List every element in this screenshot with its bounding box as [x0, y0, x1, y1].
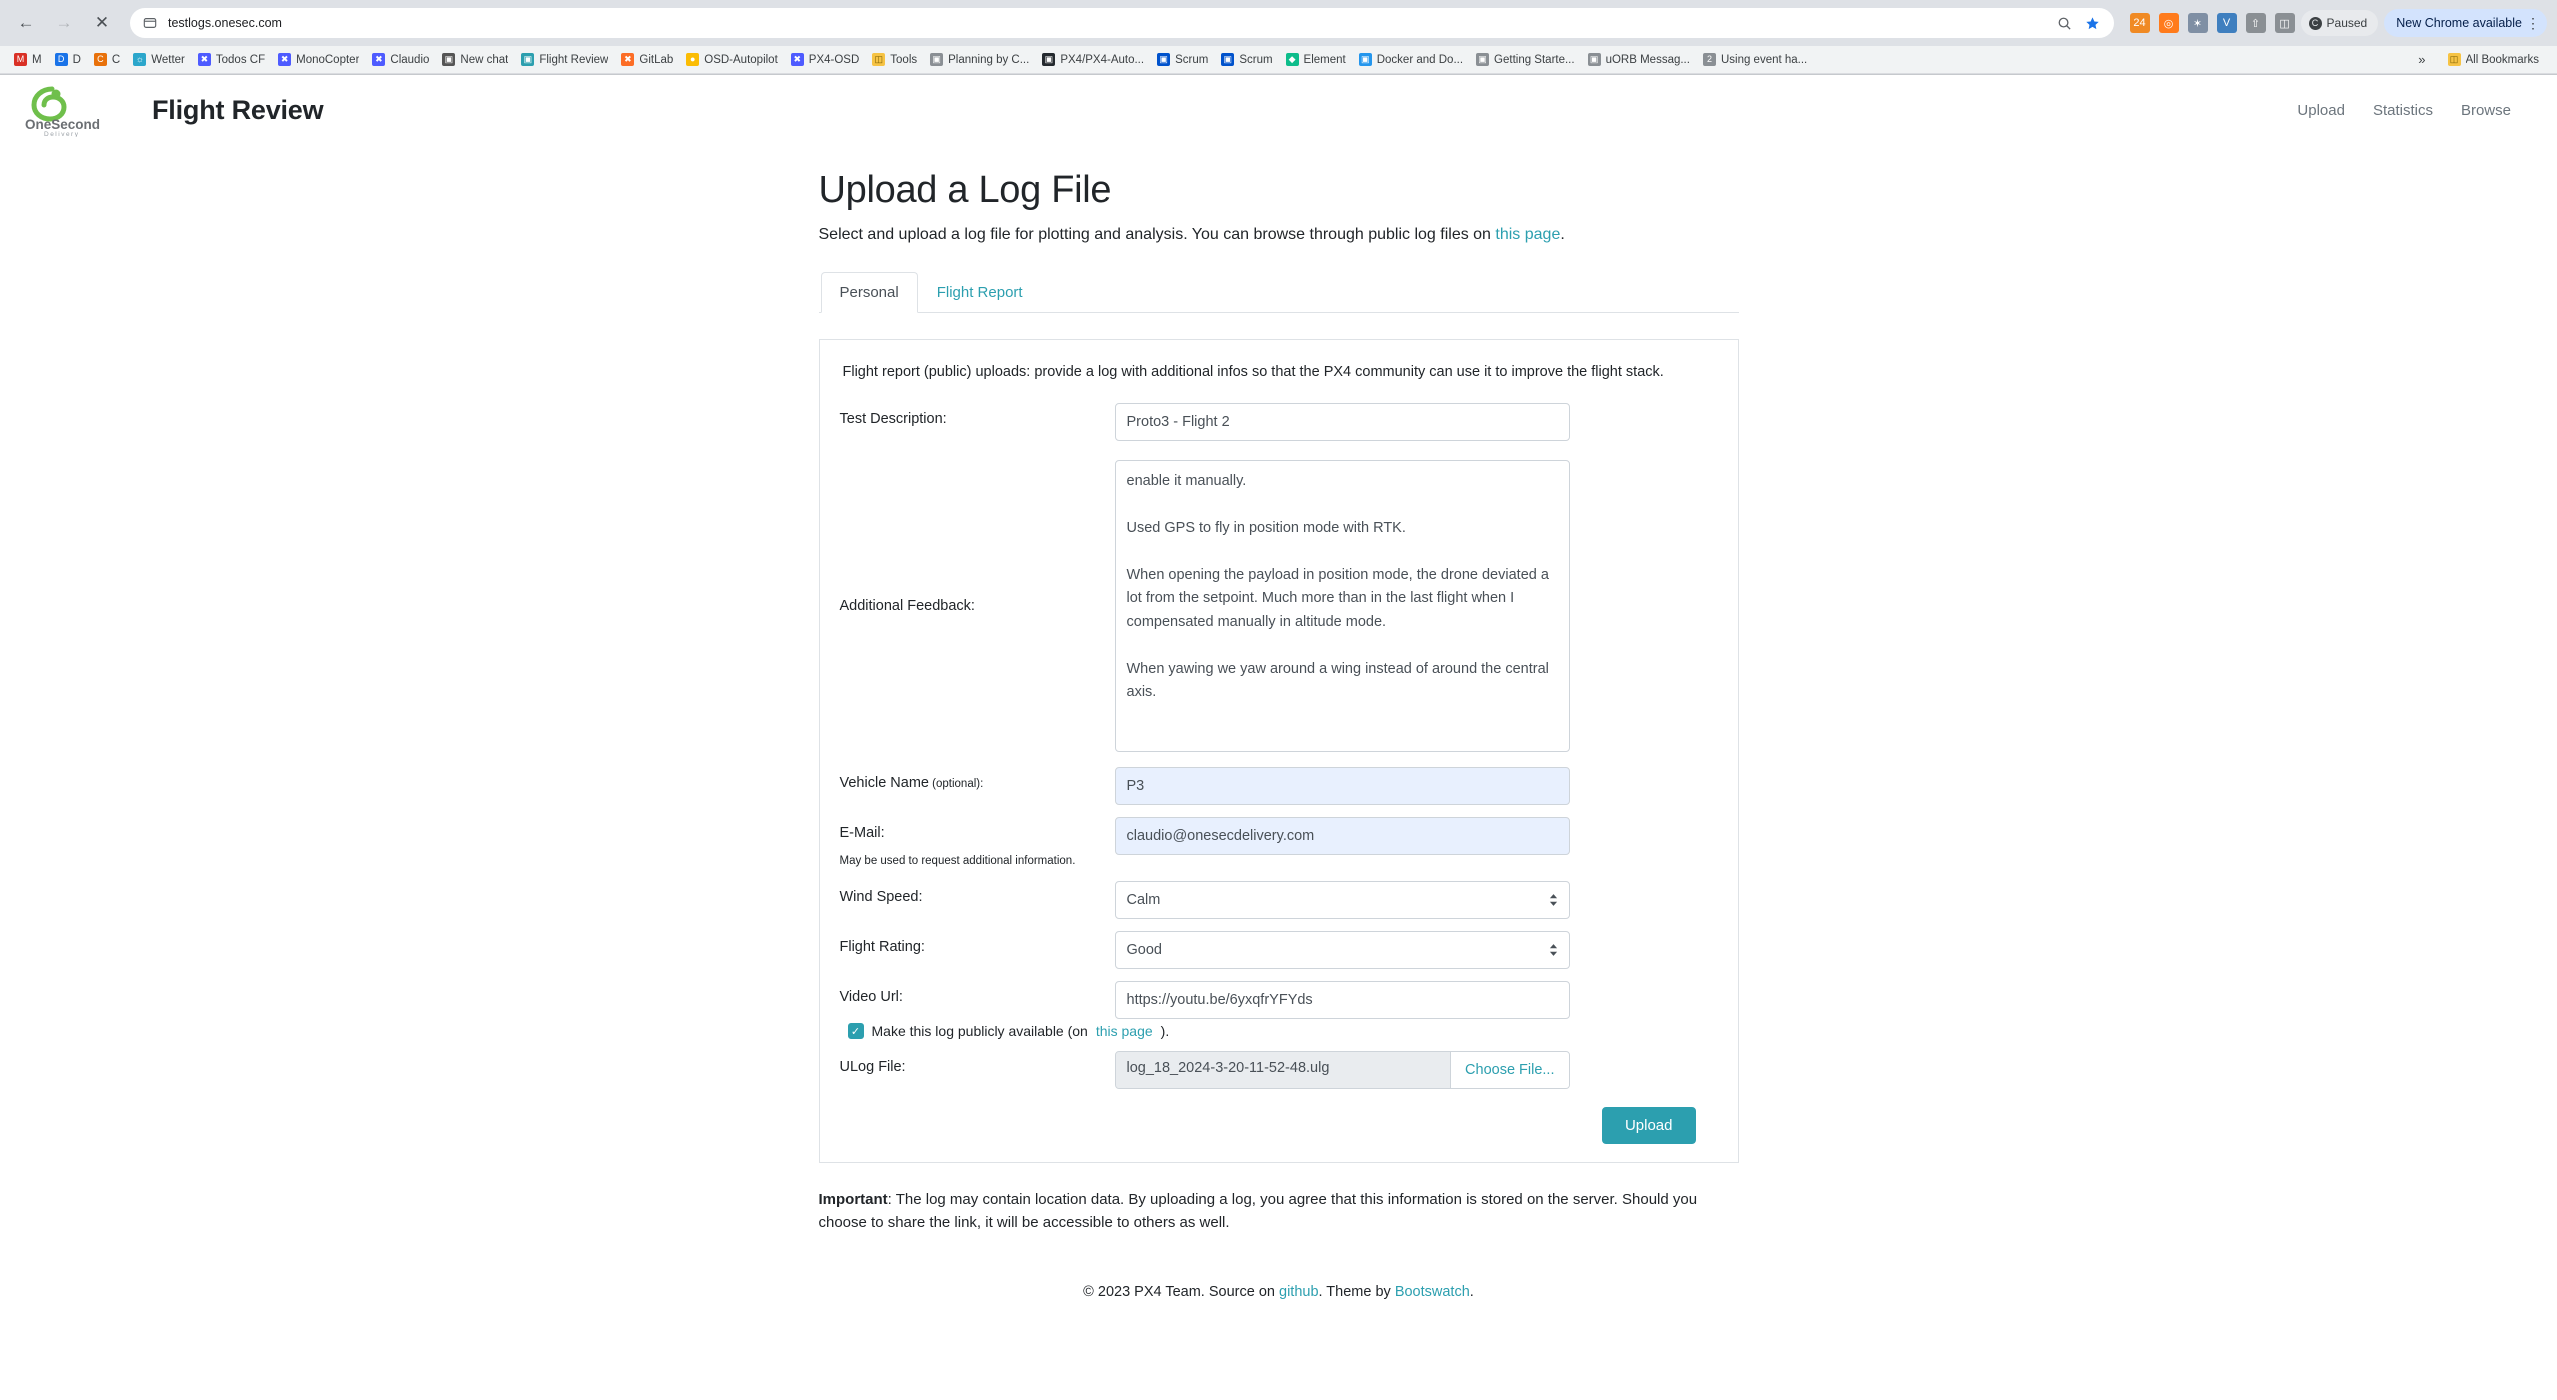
bookmark-item[interactable] [1470, 51, 1581, 68]
bookmark-label: Using event ha... [1720, 53, 1808, 66]
bookmark-favicon: ◆ [1286, 53, 1299, 66]
bookmark-label: Claudio [390, 53, 430, 66]
bookmark-label: Scrum [1239, 53, 1273, 66]
paused-status-badge[interactable] [2301, 10, 2379, 36]
bookmark-item[interactable] [49, 51, 87, 68]
email-input[interactable] [1115, 817, 1570, 855]
bookmark-favicon: 2 [1703, 53, 1716, 66]
bookmark-item[interactable] [785, 51, 866, 68]
bookmark-favicon: ▣ [930, 53, 943, 66]
bookmark-favicon: ▣ [442, 53, 455, 66]
flight-rating-select[interactable] [1115, 931, 1570, 969]
bookmark-label: Element [1303, 53, 1346, 66]
bookmark-favicon: ▣ [521, 53, 534, 66]
bookmark-label: GitLab [639, 53, 674, 66]
label-wind-speed: Wind Speed: [839, 889, 923, 906]
rss-icon[interactable]: ◎ [2159, 13, 2179, 33]
field-row-video [840, 981, 1718, 1019]
upload-button[interactable]: Upload [1602, 1107, 1696, 1144]
update-kebab-icon[interactable]: ⋮ [2526, 14, 2539, 31]
ulog-file-name: log_18_2024-3-20-11-52-48.ulg [1116, 1052, 1451, 1088]
bookmark-label: C [111, 53, 121, 66]
page-lead [819, 226, 1739, 244]
field-row-ulog [840, 1051, 1718, 1089]
forward-arrow-icon[interactable]: → [55, 13, 73, 32]
field-row-wind [840, 881, 1718, 919]
bookmark-favicon: ● [686, 53, 699, 66]
footer-github-link[interactable]: github [1279, 1284, 1319, 1301]
upload-form-panel [819, 339, 1739, 1163]
folder-icon: ◫ [2448, 53, 2461, 66]
svg-text:Delivery: Delivery [44, 130, 80, 137]
bookmark-item[interactable] [8, 51, 48, 68]
wind-speed-select[interactable] [1115, 881, 1570, 919]
bookmark-favicon: ▣ [1476, 53, 1489, 66]
folder-icon: ◫ [872, 53, 885, 66]
field-row-rating [840, 931, 1718, 969]
update-chrome-label: New Chrome available [2396, 16, 2522, 30]
all-bookmarks-label: All Bookmarks [2465, 53, 2539, 66]
email-helper-text: May be used to request additional information. [839, 855, 1076, 868]
bookmark-item[interactable] [272, 51, 365, 68]
onesecond-logo[interactable] [22, 84, 134, 138]
bookmark-item[interactable] [615, 51, 679, 68]
bookmark-favicon: ✖ [621, 53, 634, 66]
field-row-vehicle [840, 767, 1718, 805]
panel-note: Flight report (public) uploads: provide a log with additional infos so that the PX4 community can use it to improve the flight stack. [842, 364, 1664, 380]
back-arrow-icon[interactable]: ← [17, 13, 35, 32]
bookmark-item[interactable] [1582, 51, 1696, 68]
field-row-email [840, 817, 1718, 855]
side-panel-icon[interactable]: ◫ [2275, 13, 2295, 33]
url-text: testlogs.onesec.com [168, 16, 282, 30]
label-ulog-file: ULog File: [839, 1059, 906, 1076]
bookmark-label: PX4/PX4-Auto... [1060, 53, 1145, 66]
extension-icons [2126, 13, 2295, 33]
flight-rating-select-wrap [1115, 931, 1570, 969]
bookmark-label: M [32, 53, 42, 66]
bookmark-label: OSD-Autopilot [704, 53, 778, 66]
bookmarks-overflow-icon[interactable]: » [2418, 52, 2426, 67]
nav-link-statistics[interactable]: Statistics [2372, 102, 2433, 119]
submit-row [840, 1107, 1718, 1144]
page-footer [819, 1284, 1739, 1300]
public-log-checkbox[interactable]: ✓ [848, 1023, 864, 1039]
bookmark-favicon: ▣ [1042, 53, 1055, 66]
bookmark-item[interactable] [1697, 51, 1813, 68]
footer-copyright: © 2023 PX4 Team. Source on [1083, 1284, 1279, 1301]
bookmark-item[interactable] [924, 51, 1035, 68]
choose-file-button[interactable]: Choose File... [1450, 1052, 1568, 1088]
app-title: Flight Review [152, 95, 324, 125]
footer-bootswatch-link[interactable]: Bootswatch [1394, 1284, 1470, 1301]
bookmark-item[interactable] [127, 51, 191, 68]
important-text: : The log may contain location data. By uploading a log, you agree that this information is stored on the server. Should you choose to share the link, it will be accessible to others as well. [818, 1191, 1698, 1231]
bookmark-item[interactable] [192, 51, 271, 68]
wind-speed-select-wrap [1115, 881, 1570, 919]
important-note [819, 1189, 1739, 1234]
share-icon[interactable]: ⇧ [2246, 13, 2266, 33]
ulog-file-picker[interactable] [1115, 1051, 1570, 1089]
bookmark-label: Todos CF [215, 53, 266, 66]
extension-badge-icon[interactable]: 24 [2130, 13, 2150, 33]
public-this-page-link[interactable]: this page [1095, 1023, 1153, 1040]
label-flight-rating: Flight Rating: [839, 939, 925, 956]
bookmark-star-icon[interactable] [2084, 14, 2102, 32]
main-container [819, 147, 1739, 1300]
bookmark-item[interactable] [1353, 51, 1469, 68]
bookmark-label: Wetter [151, 53, 185, 66]
label-vehicle-name [840, 767, 1115, 791]
bookmark-favicon: C [94, 53, 107, 66]
field-row-description [840, 403, 1718, 441]
bookmark-favicon: ▣ [1157, 53, 1170, 66]
bookmark-label: D [72, 53, 81, 66]
public-check-text-after: ). [1160, 1023, 1170, 1040]
bookmark-item[interactable] [1280, 51, 1352, 68]
bookmark-favicon: ✖ [791, 53, 804, 66]
site-info-icon[interactable] [142, 15, 158, 31]
label-email: E-Mail: [839, 825, 885, 842]
bookmark-favicon: ✖ [372, 53, 385, 66]
stop-loading-icon[interactable]: ✕ [94, 13, 110, 32]
all-bookmarks-button[interactable] [2442, 51, 2546, 68]
public-check-text-before: Make this log publicly available (on [871, 1023, 1088, 1040]
video-url-input[interactable] [1115, 981, 1570, 1019]
puzzle-icon[interactable]: ✶ [2188, 13, 2208, 33]
profile-avatar: C [2309, 17, 2322, 30]
bookmarks-bar [0, 46, 2557, 74]
bookmark-label: Docker and Do... [1376, 53, 1464, 66]
bookmark-item[interactable] [680, 51, 784, 68]
field-row-feedback [840, 453, 1718, 759]
bookmark-item[interactable] [88, 51, 126, 68]
browser-chrome [0, 0, 2557, 75]
bookmark-favicon: ▣ [1359, 53, 1372, 66]
vuetify-icon[interactable]: V [2217, 13, 2237, 33]
lead-this-page-link[interactable]: this page [1495, 226, 1561, 243]
bookmark-favicon: ✖ [278, 53, 291, 66]
bookmark-folder-tools[interactable] [866, 51, 923, 68]
additional-feedback-textarea[interactable] [1115, 460, 1570, 752]
bookmark-favicon: ✖ [198, 53, 211, 66]
bookmarks-overflow-area [2412, 51, 2549, 68]
bookmark-item[interactable] [436, 51, 514, 68]
bookmark-label: uORB Messag... [1605, 53, 1690, 66]
tab-personal[interactable]: Personal [821, 272, 918, 313]
bookmark-item[interactable] [1036, 51, 1150, 68]
label-vehicle-optional: (optional): [928, 778, 984, 791]
bookmark-label: MonoCopter [296, 53, 360, 66]
bookmark-label: Scrum [1175, 53, 1209, 66]
vehicle-name-input[interactable] [1115, 767, 1570, 805]
bookmark-label: PX4-OSD [808, 53, 860, 66]
bookmark-favicon: ☼ [133, 53, 146, 66]
site-nav-links [2297, 102, 2535, 119]
search-icon[interactable] [2056, 14, 2074, 32]
label-additional-feedback: Additional Feedback: [839, 598, 975, 615]
nav-link-upload[interactable]: Upload [2297, 102, 2345, 119]
bookmark-favicon: ▣ [1588, 53, 1601, 66]
address-bar[interactable] [130, 8, 2114, 38]
public-availability-row [848, 1023, 1718, 1039]
bookmark-favicon: ▣ [1221, 53, 1234, 66]
footer-end: . [1469, 1284, 1474, 1301]
page-title: Upload a Log File [818, 169, 1112, 211]
bookmark-favicon: D [55, 53, 68, 66]
test-description-input[interactable] [1115, 403, 1570, 441]
bookmark-label: Flight Review [539, 53, 609, 66]
bookmark-label: Planning by C... [948, 53, 1030, 66]
nav-link-browse[interactable]: Browse [2460, 102, 2511, 119]
bookmark-label: New chat [460, 53, 509, 66]
bookmark-favicon: M [14, 53, 27, 66]
label-vehicle-name-text: Vehicle Name [839, 775, 929, 792]
bookmark-label: Getting Starte... [1494, 53, 1575, 66]
bookmark-item[interactable] [1151, 51, 1214, 68]
tab-flight-report[interactable]: Flight Report [936, 284, 1023, 301]
browser-toolbar [0, 0, 2557, 46]
update-chrome-button[interactable] [2384, 9, 2547, 37]
lead-text-after: . [1560, 226, 1565, 243]
lead-text-before: Select and upload a log file for plotting and analysis. You can browse through public log files on [818, 226, 1496, 243]
bookmark-item-flight-review[interactable] [515, 51, 614, 68]
form-tabs [819, 272, 1739, 313]
label-test-description: Test Description: [839, 411, 947, 428]
page-content [0, 75, 2557, 1399]
footer-theme-text: . Theme by [1318, 1284, 1395, 1301]
svg-text:OneSecond: OneSecond [25, 116, 101, 132]
paused-label: Paused [2326, 16, 2368, 30]
site-navbar [0, 75, 2557, 147]
bookmark-label: Tools [890, 53, 918, 66]
label-video-url: Video Url: [839, 989, 903, 1006]
bookmark-item[interactable] [1215, 51, 1278, 68]
important-label: Important [818, 1191, 888, 1209]
bookmark-item[interactable] [366, 51, 435, 68]
